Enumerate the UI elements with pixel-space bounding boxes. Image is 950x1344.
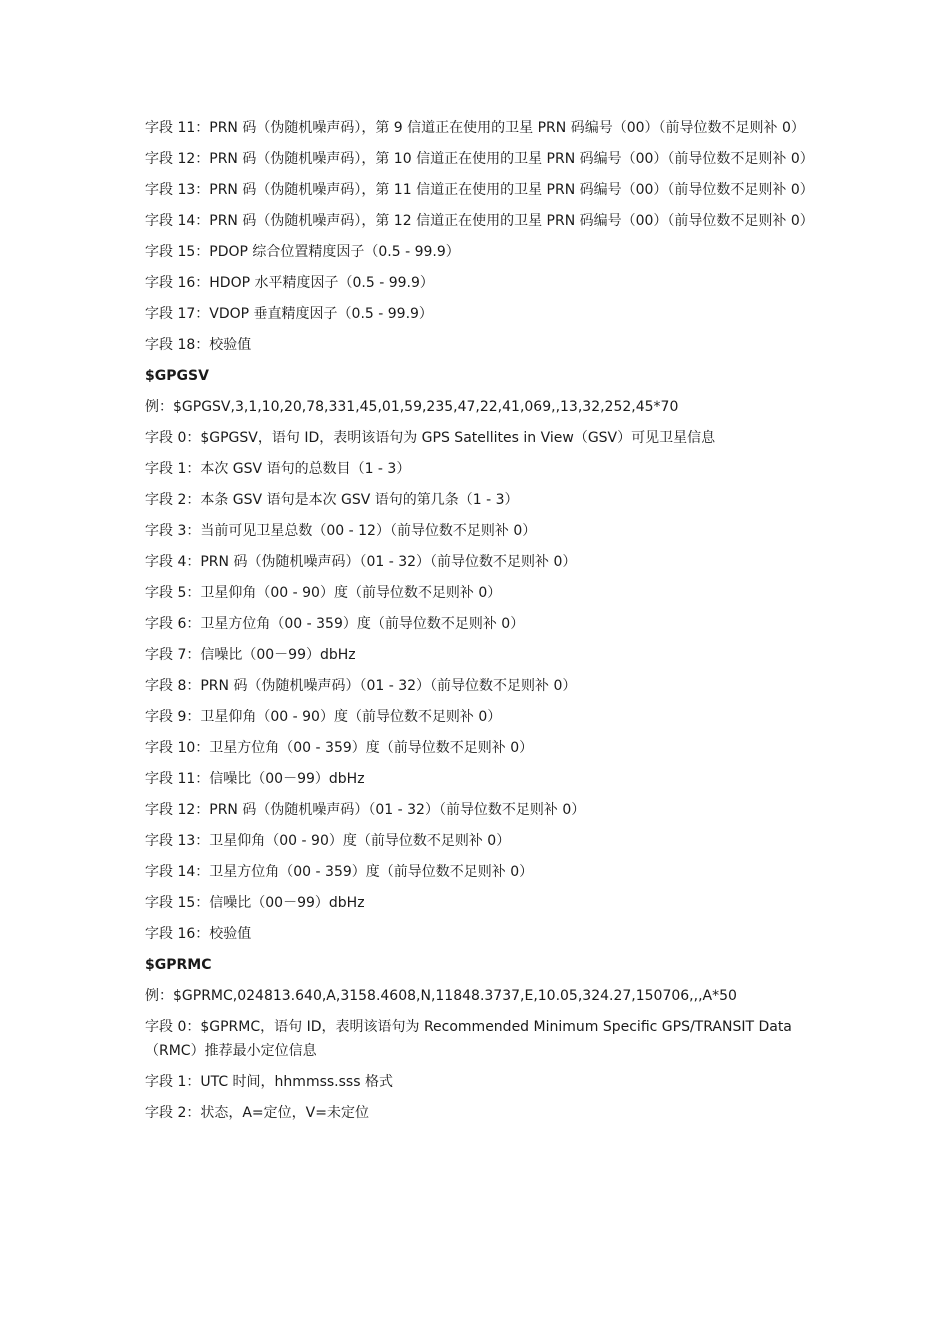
paragraph-field-18: 字段 18：校验值 [145,337,252,353]
paragraph-field-17: 字段 17：VDOP 垂直精度因子（0.5 - 99.9） [145,306,433,322]
paragraph-gpgsv-field-8: 字段 8：PRN 码（伪随机噪声码）（01 - 32）（前导位数不足则补 0） [145,678,577,694]
paragraph-gpgsv-field-0: 字段 0：$GPGSV，语句 ID，表明该语句为 GPS Satellites in View（GSV）可见卫星信息 [145,430,716,446]
paragraph-field-13: 字段 13：PRN 码（伪随机噪声码），第 11 信道正在使用的卫星 PRN 码编号（00）（前导位数不足则补 0） [145,182,814,198]
paragraph-gpgsv-field-1: 字段 1：本次 GSV 语句的总数目（1 - 3） [145,461,411,477]
section-heading-gpgsv: $GPGSV [145,368,209,384]
document-page [145,116,814,1132]
paragraph-gpgsv-field-11: 字段 11：信噪比（00－99）dbHz [145,771,365,787]
paragraph-field-15: 字段 15：PDOP 综合位置精度因子（0.5 - 99.9） [145,244,460,260]
paragraph-gprmc-field-2: 字段 2：状态，A=定位，V=未定位 [145,1105,369,1121]
paragraph-gpgsv-field-9: 字段 9：卫星仰角（00 - 90）度（前导位数不足则补 0） [145,709,502,725]
paragraph-field-14: 字段 14：PRN 码（伪随机噪声码），第 12 信道正在使用的卫星 PRN 码编号（00）（前导位数不足则补 0） [145,213,814,229]
paragraph-gpgsv-field-2: 字段 2：本条 GSV 语句是本次 GSV 语句的第几条（1 - 3） [145,492,519,508]
paragraph-field-12: 字段 12：PRN 码（伪随机噪声码），第 10 信道正在使用的卫星 PRN 码编号（00）（前导位数不足则补 0） [145,151,814,167]
paragraph-gpgsv-field-12: 字段 12：PRN 码（伪随机噪声码）（01 - 32）（前导位数不足则补 0） [145,802,586,818]
paragraph-gpgsv-field-5: 字段 5：卫星仰角（00 - 90）度（前导位数不足则补 0） [145,585,502,601]
paragraph-gpgsv-field-6: 字段 6：卫星方位角（00 - 359）度（前导位数不足则补 0） [145,616,525,632]
paragraph-gpgsv-field-4: 字段 4：PRN 码（伪随机噪声码）（01 - 32）（前导位数不足则补 0） [145,554,577,570]
section-heading-gprmc: $GPRMC [145,957,212,973]
paragraph-gpgsv-field-16: 字段 16：校验值 [145,926,252,942]
paragraph-field-11: 字段 11：PRN 码（伪随机噪声码），第 9 信道正在使用的卫星 PRN 码编号（00）（前导位数不足则补 0） [145,120,805,136]
paragraph-gpgsv-example: 例：$GPGSV,3,1,10,20,78,331,45,01,59,235,47,22,41,069,,13,32,252,45*70 [145,399,679,415]
paragraph-gpgsv-field-7: 字段 7：信噪比（00－99）dbHz [145,647,356,663]
paragraph-gpgsv-field-10: 字段 10：卫星方位角（00 - 359）度（前导位数不足则补 0） [145,740,534,756]
paragraph-gpgsv-field-14: 字段 14：卫星方位角（00 - 359）度（前导位数不足则补 0） [145,864,534,880]
paragraph-gprmc-example: 例：$GPRMC,024813.640,A,3158.4608,N,11848.3737,E,10.05,324.27,150706,,,A*50 [145,988,737,1004]
paragraph-gprmc-field-0: 字段 0：$GPRMC，语句 ID，表明该语句为 Recommended Minimum Specific GPS/TRANSIT Data（RMC）推荐最小定位信息 [145,1019,792,1059]
paragraph-gpgsv-field-15: 字段 15：信噪比（00－99）dbHz [145,895,365,911]
paragraph-gpgsv-field-13: 字段 13：卫星仰角（00 - 90）度（前导位数不足则补 0） [145,833,511,849]
paragraph-gpgsv-field-3: 字段 3：当前可见卫星总数（00 - 12）（前导位数不足则补 0） [145,523,537,539]
paragraph-field-16: 字段 16：HDOP 水平精度因子（0.5 - 99.9） [145,275,434,291]
paragraph-gprmc-field-1: 字段 1：UTC 时间，hhmmss.sss 格式 [145,1074,393,1090]
